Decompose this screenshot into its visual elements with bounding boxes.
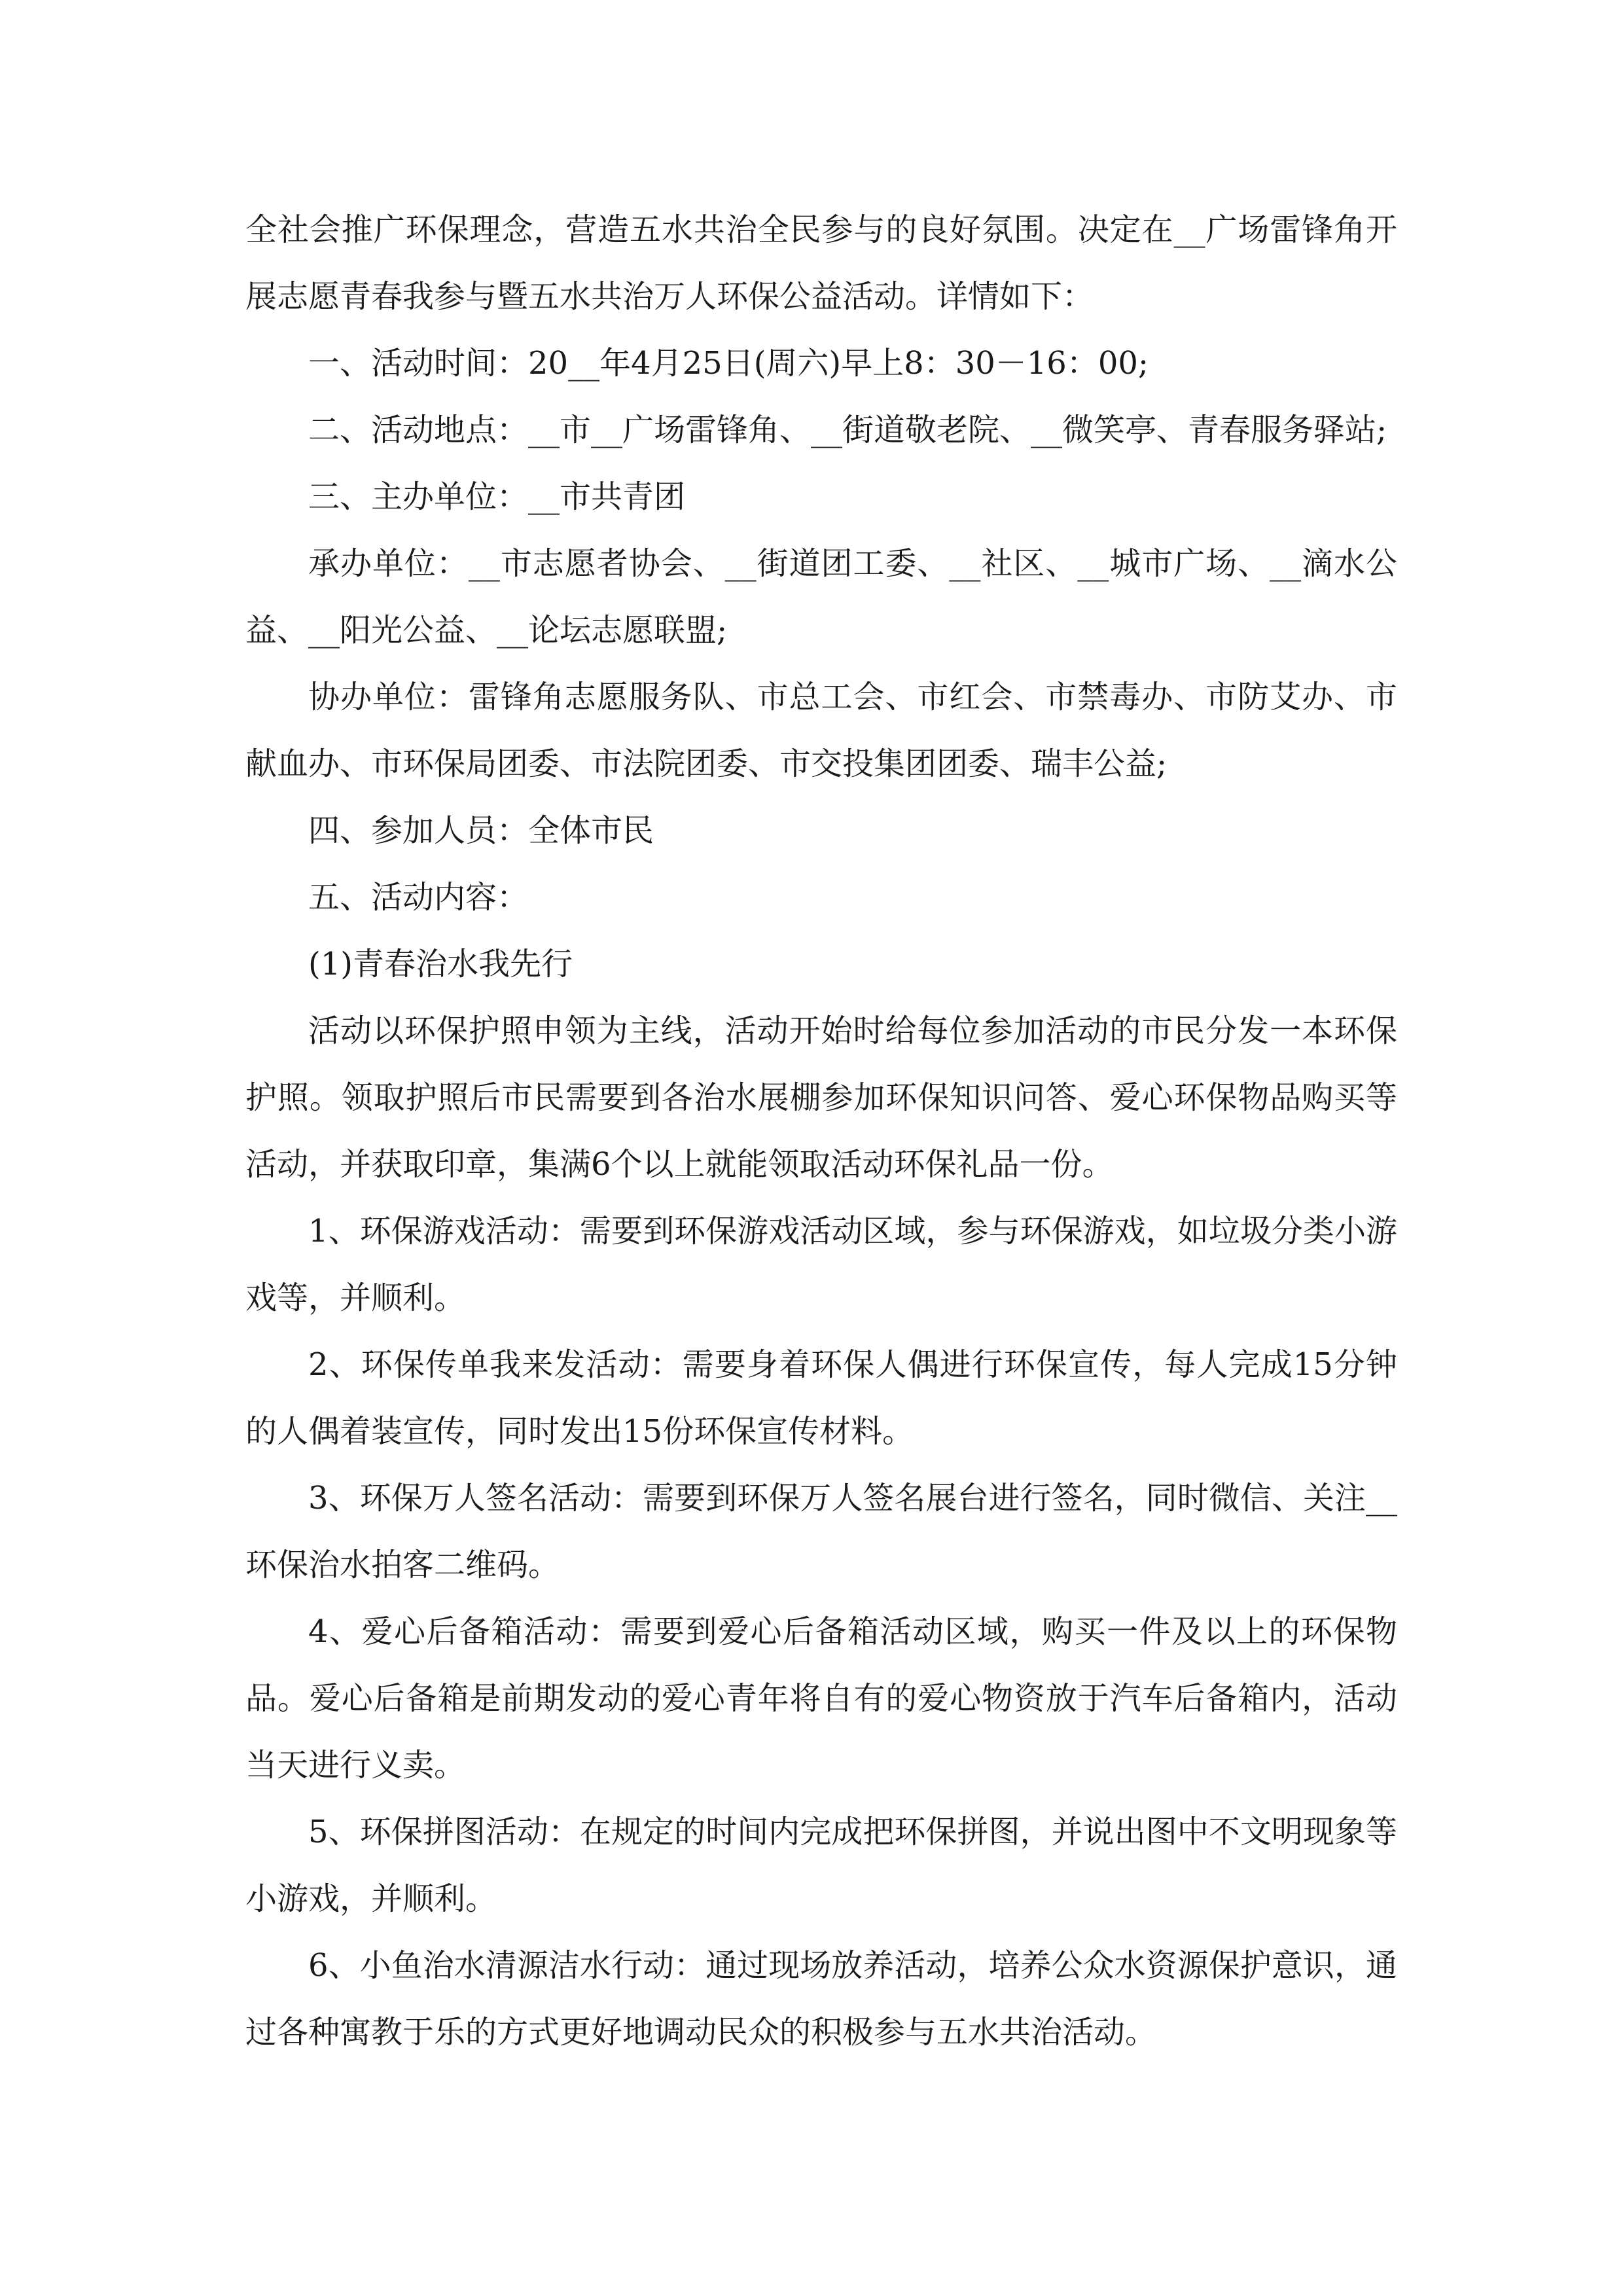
paragraph-passport: 活动以环保护照申领为主线，活动开始时给每位参加活动的市民分发一本环保护照。领取护照后市民需要到各治水展棚参加环保知识问答、爱心环保物品购买等活动，并获取印章，集满6个以上就能领取活动环保礼品一份。 xyxy=(245,1013,1397,1183)
list-item-signature: 3、环保万人签名活动：需要到环保万人签名展台进行签名，同时微信、关注__环保治水拍客二维码。 xyxy=(245,1480,1397,1583)
list-item-leaflet: 2、环保传单我来发活动：需要身着环保人偶进行环保宣传，每人完成15分钟的人偶着装宣传，同时发出15份环保宣传材料。 xyxy=(245,1346,1397,1450)
list-item-fish-release: 6、小鱼治水清源洁水行动：通过现场放养活动，培养公众水资源保护意识，通过各种寓教于乐的方式更好地调动民众的积极参与五水共治活动。 xyxy=(245,1947,1397,2051)
paragraph-intro: 全社会推广环保理念，营造五水共治全民参与的良好氛围。决定在__广场雷锋角开展志愿青春我参与暨五水共治万人环保公益活动。详情如下： xyxy=(245,211,1397,315)
list-item-puzzle: 5、环保拼图活动：在规定的时间内完成把环保拼图，并说出图中不文明现象等小游戏，并顺利。 xyxy=(245,1814,1397,1917)
heading-activity-content: 五、活动内容： xyxy=(308,879,529,916)
paragraph-activity-location: 二、活动地点：__市__广场雷锋角、__街道敬老院、__微笑亭、青春服务驿站; xyxy=(308,412,1387,448)
paragraph-undertaker: 承办单位：__市志愿者协会、__街道团工委、__社区、__城市广场、__滴水公益、__阳光公益、__论坛志愿联盟; xyxy=(245,545,1397,649)
paragraph-organizer: 三、主办单位：__市共青团 xyxy=(308,478,686,515)
subheading-youth-water: (1)青春治水我先行 xyxy=(308,946,573,982)
document-body xyxy=(245,196,1397,2066)
list-item-trunk-sale: 4、爱心后备箱活动：需要到爱心后备箱活动区域，购买一件及以上的环保物品。爱心后备箱是前期发动的爱心青年将自有的爱心物资放于汽车后备箱内，活动当天进行义卖。 xyxy=(245,1613,1397,1784)
paragraph-co-organizer: 协办单位：雷锋角志愿服务队、市总工会、市红会、市禁毒办、市防艾办、市献血办、市环保局团委、市法院团委、市交投集团团委、瑞丰公益; xyxy=(245,679,1397,782)
paragraph-participants: 四、参加人员：全体市民 xyxy=(308,812,654,849)
list-item-game: 1、环保游戏活动：需要到环保游戏活动区域，参与环保游戏，如垃圾分类小游戏等，并顺利。 xyxy=(245,1213,1397,1316)
paragraph-activity-time: 一、活动时间：20__年4月25日(周六)早上8：30－16：00; xyxy=(308,345,1149,382)
